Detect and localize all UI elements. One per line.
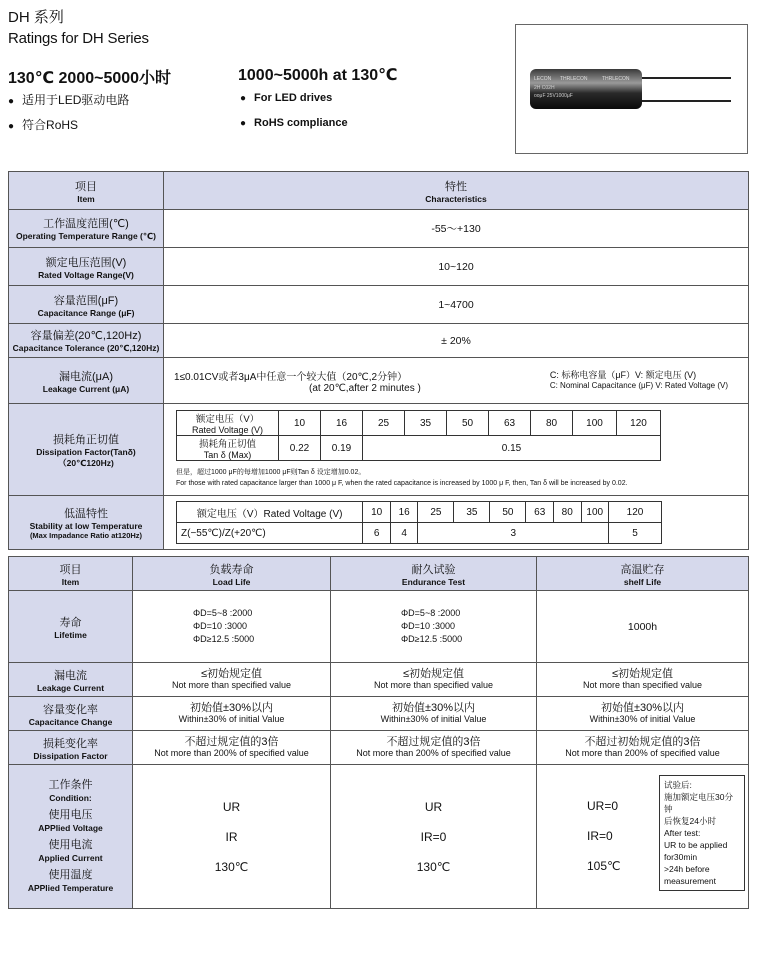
sleeve-text: THRLECON xyxy=(602,76,630,82)
voltage-range-value: 10~120 xyxy=(164,248,749,286)
leakage-legend-en: C: Nominal Capacitance (μF) V: Rated Voltage (V) xyxy=(549,380,728,390)
low-temp-table xyxy=(176,501,662,544)
bullet-icon: ● xyxy=(8,96,15,107)
lt-voltage: 50 xyxy=(490,502,526,523)
df-voltage: 100 xyxy=(573,411,617,436)
series-title: DH 系列 xyxy=(8,9,64,26)
item-header: 项目 Item xyxy=(9,172,164,210)
tan-delta-cell: 损耗角正切值 Tan δ (Max) xyxy=(177,436,279,461)
temp-life-en: 1000~5000h at 130℃ xyxy=(238,67,398,84)
tan-value: 0.15 xyxy=(363,436,661,461)
dissipation-value xyxy=(164,404,749,496)
lt-voltage: 16 xyxy=(390,502,418,523)
shelf-df-change-value: 不超过初始规定值的3倍 Not more than 200% of specified value xyxy=(537,731,749,765)
z-value: 6 xyxy=(363,523,391,544)
impedance-ratio-cell: Z(−55℃)/Z(+20℃) xyxy=(177,523,363,544)
sleeve-text: 2H C02H xyxy=(534,85,555,91)
tolerance-label: 容量偏差(20℃,120Hz) Capacitance Tolerance (20℃,120Hz) xyxy=(9,324,164,358)
lt-voltage: 80 xyxy=(553,502,581,523)
df-voltage: 63 xyxy=(489,411,531,436)
load-life-header: 负载寿命 Load Life xyxy=(133,557,331,591)
z-value: 5 xyxy=(609,523,662,544)
leakage-formula: 1≤0.01CV或者3μA中任意一个较大值（20℃,2分钟） xyxy=(174,371,408,383)
z-value: 3 xyxy=(418,523,609,544)
bullet-icon: ● xyxy=(8,121,15,132)
lifetime-label: 寿命 Lifetime xyxy=(9,591,133,663)
shelf-lifetime-value: 1000h xyxy=(537,591,749,663)
shelf-life-header: 高温贮存 shelf Life xyxy=(537,557,749,591)
dissipation-change-label: 损耗变化率 Dissipation Factor xyxy=(9,731,133,765)
lt-voltage: 120 xyxy=(609,502,662,523)
endurance-condition-value: UR IR=0 130℃ xyxy=(331,765,537,909)
ratings-table xyxy=(8,171,749,550)
df-voltage: 25 xyxy=(363,411,405,436)
feature-led-en: ● For LED drives xyxy=(240,92,333,104)
lt-voltage: 35 xyxy=(454,502,490,523)
shelf-condition-value: UR=0 IR=0 105℃ 试验后: 施加额定电压30分钟 后恢复24小时 After test: UR to be applied for30min >24h before measurement xyxy=(537,765,749,909)
load-condition-value: UR IR 130℃ xyxy=(133,765,331,909)
load-cap-change-value: 初始值±30%以内 Within±30% of initial Value xyxy=(133,697,331,731)
endurance-leakage-value: ≤初始规定值 Not more than specified value xyxy=(331,663,537,697)
voltage-range-label: 额定电压范围(V) Rated Voltage Range(V) xyxy=(9,248,164,286)
df-voltage: 120 xyxy=(617,411,661,436)
endurance-header: 耐久试验 Endurance Test xyxy=(331,557,537,591)
df-voltage: 10 xyxy=(279,411,321,436)
tolerance-value: ± 20% xyxy=(164,324,749,358)
low-temp-label: 低温特性 Stability at low Temperature (Max Impadance Ratio at120Hz) xyxy=(9,496,164,550)
life-item-header: 项目 Item xyxy=(9,557,133,591)
feature-led-zh: ● 适用于LED驱动电路 xyxy=(8,93,130,107)
lt-voltage: 25 xyxy=(418,502,454,523)
capacitance-range-value: 1~4700 xyxy=(164,286,749,324)
condition-label: 工作条件 Condition: 使用电压 APPlied Voltage 使用电流 Applied Current 使用温度 APPlied Temperature xyxy=(9,765,133,909)
shelf-cap-change-value: 初始值±30%以内 Within±30% of initial Value xyxy=(537,697,749,731)
dissipation-label: 损耗角正切值 Dissipation Factor(Tanδ) （20℃120Hz) xyxy=(9,404,164,496)
tan-value: 0.22 xyxy=(279,436,321,461)
temp-range-value: -55～+130 xyxy=(164,210,749,248)
z-value: 4 xyxy=(390,523,418,544)
life-table xyxy=(8,556,749,909)
leakage-value xyxy=(164,358,749,404)
temp-life-zh: 130℃ 2000~5000小时 xyxy=(8,70,172,87)
lt-rated-voltage-cell: 额定电压（V）Rated Voltage (V) xyxy=(177,502,363,523)
rated-voltage-cell: 额定电压（V） Rated Voltage (V) xyxy=(177,411,279,436)
leakage-label: 漏电流(μA) Leakage Current (μA) xyxy=(9,358,164,404)
endurance-df-change-value: 不超过规定值的3倍 Not more than 200% of specified value xyxy=(331,731,537,765)
load-lifetime-value: ΦD=5~8 :2000 ΦD=10 :3000 ΦD≥12.5 :5000 xyxy=(133,591,331,663)
leakage-condition: (at 20℃,after 2 minutes ) xyxy=(309,382,421,394)
dissipation-note-zh: 但是，超过1000 μF的每增加1000 μF则Tan δ 设定增加0.02。 xyxy=(176,469,366,476)
df-voltage: 35 xyxy=(405,411,447,436)
dissipation-note-en: For those with rated capacitance larger than 1000 μ F, when the rated capacitance is increased by 1000 μ F, then, Tan δ will be increased by 0.02. xyxy=(176,480,628,487)
sleeve-text: LECON xyxy=(534,76,552,82)
df-voltage: 16 xyxy=(321,411,363,436)
feature-rohs-en: ● RoHS compliance xyxy=(240,117,348,129)
capacitance-range-label: 容量范围(μF) Capacitance Range (μF) xyxy=(9,286,164,324)
shelf-leakage-value: ≤初始规定值 Not more than specified value xyxy=(537,663,749,697)
endurance-lifetime-value: ΦD=5~8 :2000 ΦD=10 :3000 ΦD≥12.5 :5000 xyxy=(331,591,537,663)
characteristics-header: 特性 Characteristics xyxy=(164,172,749,210)
bullet-icon: ● xyxy=(240,118,247,129)
lt-voltage: 63 xyxy=(526,502,554,523)
leakage-change-label: 漏电流 Leakage Current xyxy=(9,663,133,697)
bullet-icon: ● xyxy=(240,93,247,104)
load-leakage-value: ≤初始规定值 Not more than specified value xyxy=(133,663,331,697)
shelf-test-note: 试验后: 施加额定电压30分钟 后恢复24小时 After test: UR to be applied for30min >24h before measurement xyxy=(659,775,745,891)
lt-voltage: 10 xyxy=(363,502,391,523)
tan-value: 0.19 xyxy=(321,436,363,461)
sleeve-text: THRLECON xyxy=(560,76,588,82)
temp-range-label: 工作温度范围(℃) Operating Temperature Range (℃) xyxy=(9,210,164,248)
load-df-change-value: 不超过规定值的3倍 Not more than 200% of specified value xyxy=(133,731,331,765)
dissipation-table xyxy=(176,410,661,461)
sleeve-text: ooμF 25V1000μF xyxy=(534,93,573,99)
capacitance-change-label: 容量变化率 Capacitance Change xyxy=(9,697,133,731)
feature-rohs-zh: ● 符合RoHS xyxy=(8,118,79,132)
low-temp-value xyxy=(164,496,749,550)
df-voltage: 80 xyxy=(531,411,573,436)
leakage-legend-zh: C: 标称电容量（μF）V: 额定电压 (V) xyxy=(549,369,697,380)
lt-voltage: 100 xyxy=(581,502,609,523)
capacitor-photo xyxy=(515,24,748,154)
ratings-title: Ratings for DH Series xyxy=(8,30,149,47)
endurance-cap-change-value: 初始值±30%以内 Within±30% of initial Value xyxy=(331,697,537,731)
df-voltage: 50 xyxy=(447,411,489,436)
